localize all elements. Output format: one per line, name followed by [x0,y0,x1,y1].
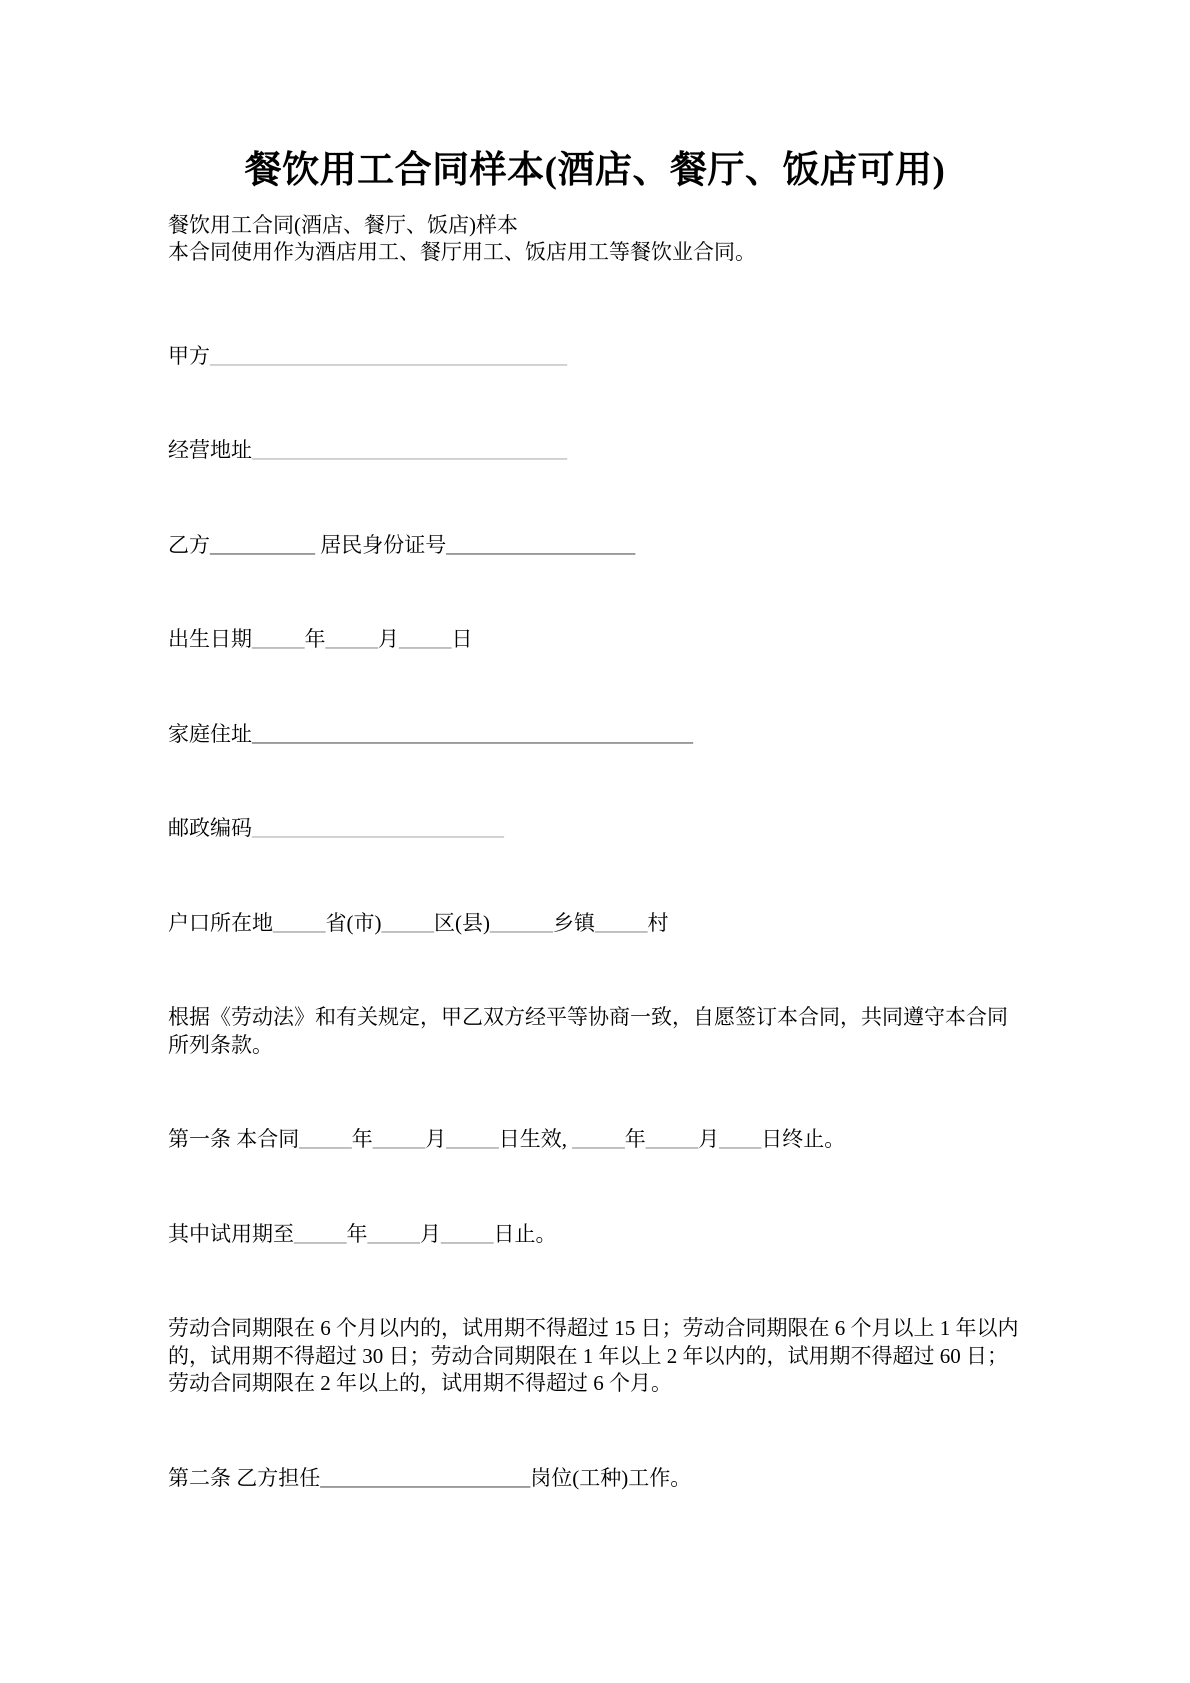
field-postal-code [168,815,1022,843]
terminate-label: 日终止。 [761,1127,846,1152]
blank-line: _____ [367,1221,420,1246]
field-party-a [168,343,1022,371]
clause-2 [168,1465,1022,1493]
subtitle-line-2: 本合同使用作为酒店用工、餐厅用工、饭店用工等餐饮业合同。 [168,240,756,265]
township-label: 乡镇 [553,910,595,935]
blank-line: _____ [299,1127,352,1152]
clause-preamble: 根据《劳动法》和有关规定，甲乙双方经平等协商一致，自愿签订本合同，共同遵守本合同所列条款。 [168,1005,1008,1057]
blank-line: _____ [446,1127,499,1152]
clause-probation-rules: 劳动合同期限在 6 个月以内的，试用期不得超过 15 日；劳动合同期限在 6 个月以上 1 年以内的，试用期不得超过 30 日；劳动合同期限在 1 年以上 2 年以内的，试用期不得超过 60 日；劳动合同期限在 2 年以上的，试用期不得超过 6 个月。 [168,1316,1019,1396]
document-subtitle [168,212,1022,267]
field-business-address [168,437,1022,465]
district-label: 区(县) [434,910,490,935]
blank-line: __________________________________________ [252,721,693,746]
subtitle-line-1: 餐饮用工合同(酒店、餐厅、饭店)样本 [168,212,518,237]
field-household-registration [168,910,1022,938]
blank-line: _____ [645,1127,699,1152]
field-postal-code-label: 邮政编码 [168,816,252,841]
clause-probation-lead: 其中试用期至 [168,1221,294,1246]
village-label: 村 [647,910,669,935]
field-home-address [168,721,1022,749]
blank-line: ____________________ [320,1465,531,1490]
clause-probation [168,1221,1022,1249]
year-label: 年 [351,1127,373,1152]
field-household-label: 户口所在地 [168,910,273,935]
year-label: 年 [624,1127,646,1152]
blank-line: _____ [595,910,648,935]
province-label: 省(市) [325,910,382,935]
clause-2-lead: 第二条 乙方担任 [168,1465,321,1490]
clause-1 [168,1126,1022,1154]
blank-line: _____ [325,627,378,652]
blank-line: ______________________________ [252,438,567,463]
clause-2-tail: 岗位(工种)工作。 [530,1465,692,1490]
blank-line: _____ [381,910,434,935]
field-birth-date-label: 出生日期 [168,627,252,652]
month-label: 月 [425,1127,447,1152]
month-label: 月 [698,1127,720,1152]
blank-line: __________________________________ [210,343,567,368]
field-id-number-label: 居民身份证号 [315,532,447,557]
blank-line: ______ [490,910,553,935]
year-label: 年 [346,1221,368,1246]
effective-label: 日生效, [498,1127,573,1152]
blank-line: ____ [719,1127,762,1152]
blank-line: _____ [441,1221,494,1246]
blank-line: _____ [572,1127,625,1152]
blank-line: __________ [210,532,315,557]
blank-line: __________________ [446,532,636,557]
field-party-b [168,532,1022,560]
end-label: 日止。 [493,1221,557,1246]
month-label: 月 [420,1221,441,1246]
blank-line: ________________________ [252,816,504,841]
field-party-a-label: 甲方 [168,343,210,368]
blank-line: _____ [372,1127,426,1152]
blank-line: _____ [294,1221,347,1246]
blank-line: _____ [399,627,452,652]
blank-line: _____ [273,910,326,935]
field-home-address-label: 家庭住址 [168,721,252,746]
year-label: 年 [304,627,326,652]
blank-line: _____ [252,627,305,652]
clause-1-lead: 第一条 本合同 [168,1127,300,1152]
field-business-address-label: 经营地址 [168,438,252,463]
document-title: 餐饮用工合同样本(酒店、餐厅、饭店可用) [244,150,946,191]
field-birth-date [168,626,1022,654]
field-party-b-label: 乙方 [168,532,210,557]
month-label: 月 [378,627,399,652]
day-label: 日 [451,627,473,652]
